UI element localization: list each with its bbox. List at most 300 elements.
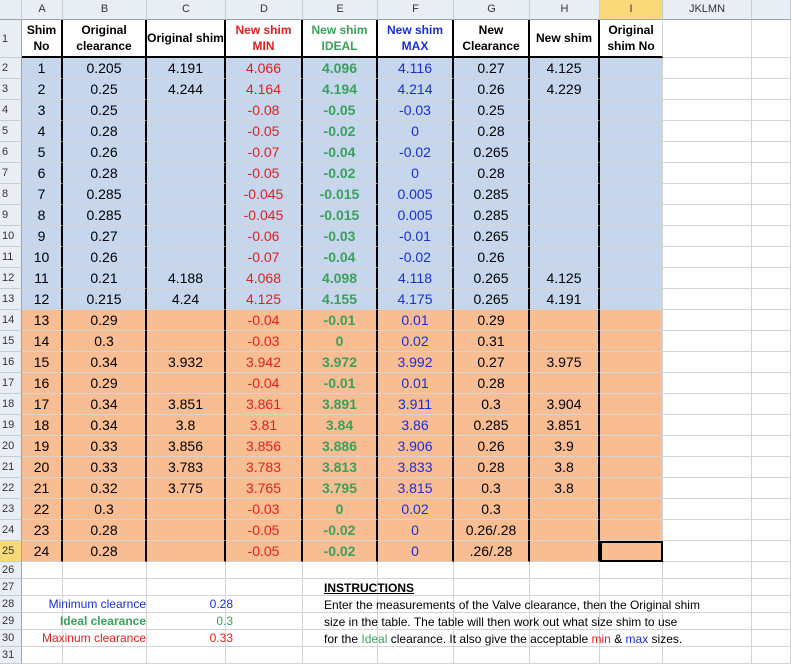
empty-cell[interactable]: [663, 20, 752, 58]
original-clearance-cell[interactable]: 0.205: [63, 58, 147, 79]
new-shim-max-cell[interactable]: 0.005: [378, 205, 454, 226]
shim-no-cell[interactable]: 23: [22, 520, 63, 541]
original-shim-no-cell[interactable]: [600, 163, 663, 184]
empty-cell[interactable]: [663, 415, 752, 436]
empty-cell[interactable]: [663, 205, 752, 226]
empty-cell[interactable]: [663, 226, 752, 247]
row-header-23[interactable]: 23: [0, 499, 22, 520]
new-shim-min-cell[interactable]: 3.942: [226, 352, 303, 373]
empty-cell[interactable]: [147, 562, 226, 579]
new-clearance-cell[interactable]: 0.3: [454, 394, 530, 415]
empty-cell[interactable]: [663, 352, 752, 373]
new-shim-min-cell[interactable]: 4.125: [226, 289, 303, 310]
empty-cell[interactable]: [663, 142, 752, 163]
new-clearance-cell[interactable]: 0.28: [454, 457, 530, 478]
new-shim-cell[interactable]: [530, 541, 600, 562]
new-shim-max-cell[interactable]: 0.01: [378, 310, 454, 331]
new-clearance-cell[interactable]: 0.265: [454, 289, 530, 310]
row-header-30[interactable]: 30: [0, 630, 22, 647]
shim-no-cell[interactable]: 1: [22, 58, 63, 79]
empty-cell[interactable]: [378, 562, 454, 579]
new-shim-max-cell[interactable]: 3.992: [378, 352, 454, 373]
new-shim-min-cell[interactable]: 3.81: [226, 415, 303, 436]
original-shim-no-cell[interactable]: [600, 352, 663, 373]
new-shim-cell[interactable]: 3.851: [530, 415, 600, 436]
row-header-4[interactable]: 4: [0, 100, 22, 121]
empty-cell[interactable]: [530, 647, 600, 664]
original-clearance-cell[interactable]: 0.34: [63, 394, 147, 415]
empty-cell[interactable]: [752, 478, 791, 499]
new-shim-max-cell[interactable]: 0: [378, 163, 454, 184]
new-shim-max-cell[interactable]: 0.02: [378, 331, 454, 352]
new-shim-ideal-cell[interactable]: 4.194: [303, 79, 378, 100]
empty-cell[interactable]: [226, 647, 303, 664]
original-shim-cell[interactable]: [147, 331, 226, 352]
empty-cell[interactable]: [226, 613, 303, 630]
new-shim-min-cell[interactable]: -0.04: [226, 373, 303, 394]
new-shim-max-cell[interactable]: -0.02: [378, 142, 454, 163]
row-header-12[interactable]: 12: [0, 268, 22, 289]
new-shim-min-cell[interactable]: -0.05: [226, 163, 303, 184]
original-shim-cell[interactable]: [147, 121, 226, 142]
shim-no-cell[interactable]: 15: [22, 352, 63, 373]
original-shim-no-cell[interactable]: [600, 268, 663, 289]
new-shim-ideal-cell[interactable]: 4.098: [303, 268, 378, 289]
empty-cell[interactable]: [663, 457, 752, 478]
original-shim-no-cell[interactable]: [600, 478, 663, 499]
new-shim-cell[interactable]: 3.9: [530, 436, 600, 457]
new-clearance-cell[interactable]: 0.26: [454, 247, 530, 268]
new-shim-ideal-cell[interactable]: 3.813: [303, 457, 378, 478]
original-shim-cell[interactable]: 3.8: [147, 415, 226, 436]
row-header-21[interactable]: 21: [0, 457, 22, 478]
row-header-3[interactable]: 3: [0, 79, 22, 100]
original-shim-no-cell[interactable]: [600, 58, 663, 79]
empty-cell[interactable]: [147, 579, 226, 596]
shim-no-cell[interactable]: 8: [22, 205, 63, 226]
clearance-value-3[interactable]: 0.33: [209, 631, 233, 645]
new-shim-ideal-cell[interactable]: -0.015: [303, 205, 378, 226]
original-shim-no-cell[interactable]: [600, 373, 663, 394]
new-clearance-cell[interactable]: 0.26: [454, 436, 530, 457]
new-shim-min-cell[interactable]: -0.07: [226, 142, 303, 163]
new-shim-cell[interactable]: [530, 205, 600, 226]
original-shim-cell[interactable]: 3.851: [147, 394, 226, 415]
new-shim-ideal-cell[interactable]: 4.096: [303, 58, 378, 79]
original-clearance-cell[interactable]: 0.21: [63, 268, 147, 289]
row-header-16[interactable]: 16: [0, 352, 22, 373]
new-shim-min-cell[interactable]: -0.03: [226, 331, 303, 352]
empty-cell[interactable]: [752, 579, 791, 596]
shim-no-cell[interactable]: 16: [22, 373, 63, 394]
empty-cell[interactable]: [752, 457, 791, 478]
original-shim-no-cell[interactable]: [600, 331, 663, 352]
column-header-e[interactable]: E: [303, 0, 378, 20]
original-clearance-cell[interactable]: 0.28: [63, 121, 147, 142]
original-shim-cell[interactable]: [147, 205, 226, 226]
new-shim-ideal-cell[interactable]: -0.01: [303, 310, 378, 331]
original-clearance-cell[interactable]: 0.29: [63, 310, 147, 331]
original-shim-cell[interactable]: 3.932: [147, 352, 226, 373]
original-shim-cell[interactable]: 4.188: [147, 268, 226, 289]
original-shim-no-cell[interactable]: [600, 520, 663, 541]
empty-cell[interactable]: [22, 562, 63, 579]
new-shim-cell[interactable]: 3.8: [530, 457, 600, 478]
empty-cell[interactable]: [663, 268, 752, 289]
new-shim-max-cell[interactable]: 4.118: [378, 268, 454, 289]
new-shim-ideal-cell[interactable]: -0.03: [303, 226, 378, 247]
shim-no-cell[interactable]: 12: [22, 289, 63, 310]
original-shim-cell[interactable]: [147, 184, 226, 205]
empty-cell[interactable]: [663, 184, 752, 205]
empty-cell[interactable]: [752, 352, 791, 373]
new-shim-max-cell[interactable]: 0.02: [378, 499, 454, 520]
new-clearance-cell[interactable]: 0.3: [454, 499, 530, 520]
new-clearance-cell[interactable]: .26/.28: [454, 541, 530, 562]
original-clearance-cell[interactable]: 0.28: [63, 163, 147, 184]
original-clearance-cell[interactable]: 0.25: [63, 100, 147, 121]
new-shim-ideal-cell[interactable]: -0.015: [303, 184, 378, 205]
empty-cell[interactable]: [454, 579, 530, 596]
empty-cell[interactable]: [752, 541, 791, 562]
shim-no-cell[interactable]: 21: [22, 478, 63, 499]
original-shim-cell[interactable]: 3.783: [147, 457, 226, 478]
row-header-18[interactable]: 18: [0, 394, 22, 415]
row-header-20[interactable]: 20: [0, 436, 22, 457]
new-shim-cell[interactable]: [530, 520, 600, 541]
shim-no-cell[interactable]: 10: [22, 247, 63, 268]
empty-cell[interactable]: [752, 247, 791, 268]
new-shim-cell[interactable]: [530, 163, 600, 184]
empty-cell[interactable]: [226, 579, 303, 596]
row-header-15[interactable]: 15: [0, 331, 22, 352]
empty-cell[interactable]: [752, 20, 791, 58]
empty-cell[interactable]: [663, 100, 752, 121]
column-header-f[interactable]: F: [378, 0, 454, 20]
shim-no-cell[interactable]: 18: [22, 415, 63, 436]
original-clearance-cell[interactable]: 0.25: [63, 79, 147, 100]
new-shim-max-cell[interactable]: 3.911: [378, 394, 454, 415]
new-shim-max-cell[interactable]: 0.01: [378, 373, 454, 394]
row-header-27[interactable]: 27: [0, 579, 22, 596]
empty-cell[interactable]: [663, 499, 752, 520]
new-shim-min-cell[interactable]: 3.856: [226, 436, 303, 457]
shim-no-cell[interactable]: 20: [22, 457, 63, 478]
new-shim-min-cell[interactable]: 4.068: [226, 268, 303, 289]
new-shim-cell[interactable]: [530, 100, 600, 121]
original-clearance-cell[interactable]: 0.28: [63, 541, 147, 562]
empty-cell[interactable]: [752, 100, 791, 121]
column-header-g[interactable]: G: [454, 0, 530, 20]
new-clearance-cell[interactable]: 0.29: [454, 310, 530, 331]
empty-cell[interactable]: [663, 58, 752, 79]
original-clearance-cell[interactable]: 0.26: [63, 247, 147, 268]
empty-cell[interactable]: [663, 121, 752, 142]
new-shim-max-cell[interactable]: 3.833: [378, 457, 454, 478]
original-shim-no-cell[interactable]: [600, 310, 663, 331]
original-shim-no-cell[interactable]: [600, 541, 663, 562]
new-shim-min-cell[interactable]: 4.066: [226, 58, 303, 79]
empty-cell[interactable]: [752, 520, 791, 541]
row-header-1[interactable]: 1: [0, 20, 22, 58]
row-header-5[interactable]: 5: [0, 121, 22, 142]
original-clearance-cell[interactable]: 0.28: [63, 520, 147, 541]
new-shim-max-cell[interactable]: 0: [378, 121, 454, 142]
row-header-9[interactable]: 9: [0, 205, 22, 226]
new-shim-cell[interactable]: 3.904: [530, 394, 600, 415]
new-shim-ideal-cell[interactable]: 3.891: [303, 394, 378, 415]
row-header-2[interactable]: 2: [0, 58, 22, 79]
new-shim-ideal-cell[interactable]: 0: [303, 499, 378, 520]
original-clearance-cell[interactable]: 0.285: [63, 205, 147, 226]
original-shim-no-cell[interactable]: [600, 499, 663, 520]
new-clearance-cell[interactable]: 0.265: [454, 268, 530, 289]
original-clearance-cell[interactable]: 0.33: [63, 436, 147, 457]
new-shim-min-cell[interactable]: -0.045: [226, 184, 303, 205]
row-header-25[interactable]: 25: [0, 541, 22, 562]
row-header-10[interactable]: 10: [0, 226, 22, 247]
new-shim-min-cell[interactable]: -0.03: [226, 499, 303, 520]
empty-cell[interactable]: [600, 579, 663, 596]
new-shim-cell[interactable]: 3.8: [530, 478, 600, 499]
row-header-7[interactable]: 7: [0, 163, 22, 184]
original-clearance-cell[interactable]: 0.34: [63, 352, 147, 373]
empty-cell[interactable]: [663, 394, 752, 415]
empty-cell[interactable]: [600, 562, 663, 579]
empty-cell[interactable]: [752, 163, 791, 184]
empty-cell[interactable]: [663, 579, 752, 596]
shim-no-cell[interactable]: 24: [22, 541, 63, 562]
empty-cell[interactable]: [530, 579, 600, 596]
empty-cell[interactable]: [226, 630, 303, 647]
empty-cell[interactable]: [147, 647, 226, 664]
new-shim-min-cell[interactable]: 3.765: [226, 478, 303, 499]
empty-cell[interactable]: [752, 205, 791, 226]
original-clearance-cell[interactable]: 0.3: [63, 331, 147, 352]
new-shim-max-cell[interactable]: -0.03: [378, 100, 454, 121]
new-shim-max-cell[interactable]: 4.175: [378, 289, 454, 310]
column-header-a[interactable]: A: [22, 0, 63, 20]
original-shim-no-cell[interactable]: [600, 100, 663, 121]
empty-cell[interactable]: [752, 289, 791, 310]
column-header-c[interactable]: C: [147, 0, 226, 20]
original-shim-no-cell[interactable]: [600, 436, 663, 457]
original-shim-cell[interactable]: [147, 163, 226, 184]
new-shim-max-cell[interactable]: 3.86: [378, 415, 454, 436]
empty-cell[interactable]: [663, 373, 752, 394]
shim-no-cell[interactable]: 5: [22, 142, 63, 163]
original-shim-no-cell[interactable]: [600, 226, 663, 247]
empty-cell[interactable]: [752, 415, 791, 436]
empty-cell[interactable]: [663, 289, 752, 310]
new-shim-cell[interactable]: [530, 226, 600, 247]
column-header-d[interactable]: D: [226, 0, 303, 20]
column-header-jklmn[interactable]: JKLMN: [663, 0, 752, 20]
new-shim-ideal-cell[interactable]: 4.155: [303, 289, 378, 310]
column-header-filler[interactable]: [752, 0, 791, 20]
new-clearance-cell[interactable]: 0.265: [454, 226, 530, 247]
new-shim-ideal-cell[interactable]: 0: [303, 331, 378, 352]
new-shim-min-cell[interactable]: -0.08: [226, 100, 303, 121]
new-shim-cell[interactable]: 4.125: [530, 268, 600, 289]
new-shim-max-cell[interactable]: 0: [378, 520, 454, 541]
empty-cell[interactable]: [752, 58, 791, 79]
row-header-6[interactable]: 6: [0, 142, 22, 163]
new-shim-min-cell[interactable]: -0.05: [226, 520, 303, 541]
original-shim-cell[interactable]: [147, 541, 226, 562]
row-header-24[interactable]: 24: [0, 520, 22, 541]
row-header-13[interactable]: 13: [0, 289, 22, 310]
original-clearance-cell[interactable]: 0.215: [63, 289, 147, 310]
empty-cell[interactable]: [63, 579, 147, 596]
empty-cell[interactable]: [63, 562, 147, 579]
new-clearance-cell[interactable]: 0.28: [454, 373, 530, 394]
original-shim-no-cell[interactable]: [600, 142, 663, 163]
empty-cell[interactable]: [752, 121, 791, 142]
new-shim-cell[interactable]: [530, 331, 600, 352]
original-shim-cell[interactable]: [147, 373, 226, 394]
new-shim-cell[interactable]: [530, 184, 600, 205]
original-clearance-cell[interactable]: 0.26: [63, 142, 147, 163]
shim-no-cell[interactable]: 4: [22, 121, 63, 142]
new-shim-max-cell[interactable]: -0.01: [378, 226, 454, 247]
new-shim-cell[interactable]: 4.191: [530, 289, 600, 310]
new-shim-ideal-cell[interactable]: 3.84: [303, 415, 378, 436]
new-shim-ideal-cell[interactable]: -0.04: [303, 247, 378, 268]
new-clearance-cell[interactable]: 0.285: [454, 184, 530, 205]
new-shim-max-cell[interactable]: 0: [378, 541, 454, 562]
empty-cell[interactable]: [663, 331, 752, 352]
empty-cell[interactable]: [454, 647, 530, 664]
original-shim-cell[interactable]: [147, 247, 226, 268]
new-shim-cell[interactable]: 4.125: [530, 58, 600, 79]
new-clearance-cell[interactable]: 0.28: [454, 121, 530, 142]
new-clearance-cell[interactable]: 0.26: [454, 79, 530, 100]
empty-cell[interactable]: [663, 541, 752, 562]
empty-cell[interactable]: [752, 310, 791, 331]
new-shim-max-cell[interactable]: -0.02: [378, 247, 454, 268]
empty-cell[interactable]: [663, 647, 752, 664]
row-header-17[interactable]: 17: [0, 373, 22, 394]
new-shim-cell[interactable]: [530, 121, 600, 142]
row-header-31[interactable]: 31: [0, 647, 22, 664]
empty-cell[interactable]: [63, 647, 147, 664]
original-shim-cell[interactable]: 4.244: [147, 79, 226, 100]
empty-cell[interactable]: [663, 478, 752, 499]
empty-cell[interactable]: [752, 436, 791, 457]
column-header-i[interactable]: I: [600, 0, 663, 20]
empty-cell[interactable]: [530, 562, 600, 579]
new-shim-cell[interactable]: [530, 310, 600, 331]
original-clearance-cell[interactable]: 0.3: [63, 499, 147, 520]
new-clearance-cell[interactable]: 0.28: [454, 163, 530, 184]
original-clearance-cell[interactable]: 0.27: [63, 226, 147, 247]
empty-cell[interactable]: [663, 436, 752, 457]
new-shim-max-cell[interactable]: 4.214: [378, 79, 454, 100]
new-clearance-cell[interactable]: 0.285: [454, 205, 530, 226]
new-clearance-cell[interactable]: 0.27: [454, 58, 530, 79]
new-shim-cell[interactable]: [530, 499, 600, 520]
new-clearance-cell[interactable]: 0.27: [454, 352, 530, 373]
new-clearance-cell[interactable]: 0.31: [454, 331, 530, 352]
original-shim-no-cell[interactable]: [600, 184, 663, 205]
shim-no-cell[interactable]: 2: [22, 79, 63, 100]
empty-cell[interactable]: [752, 331, 791, 352]
empty-cell[interactable]: [303, 562, 378, 579]
empty-cell[interactable]: [663, 163, 752, 184]
empty-cell[interactable]: [663, 562, 752, 579]
empty-cell[interactable]: [600, 647, 663, 664]
empty-cell[interactable]: [752, 142, 791, 163]
new-shim-max-cell[interactable]: 0.005: [378, 184, 454, 205]
row-header-28[interactable]: 28: [0, 596, 22, 613]
new-clearance-cell[interactable]: 0.25: [454, 100, 530, 121]
original-clearance-cell[interactable]: 0.34: [63, 415, 147, 436]
empty-cell[interactable]: [752, 373, 791, 394]
new-shim-max-cell[interactable]: 3.906: [378, 436, 454, 457]
new-shim-ideal-cell[interactable]: -0.02: [303, 121, 378, 142]
empty-cell[interactable]: [752, 630, 791, 647]
select-all-corner[interactable]: [0, 0, 22, 20]
shim-no-cell[interactable]: 7: [22, 184, 63, 205]
new-shim-ideal-cell[interactable]: 3.795: [303, 478, 378, 499]
empty-cell[interactable]: [22, 579, 63, 596]
new-shim-cell[interactable]: [530, 247, 600, 268]
new-shim-cell[interactable]: [530, 373, 600, 394]
new-shim-max-cell[interactable]: 3.815: [378, 478, 454, 499]
new-shim-ideal-cell[interactable]: 3.972: [303, 352, 378, 373]
original-clearance-cell[interactable]: 0.285: [63, 184, 147, 205]
empty-cell[interactable]: [454, 562, 530, 579]
empty-cell[interactable]: [226, 596, 303, 613]
empty-cell[interactable]: [752, 499, 791, 520]
original-shim-cell[interactable]: [147, 499, 226, 520]
clearance-value-1[interactable]: 0.28: [209, 597, 233, 611]
new-shim-min-cell[interactable]: 3.861: [226, 394, 303, 415]
original-shim-no-cell[interactable]: [600, 394, 663, 415]
new-shim-min-cell[interactable]: 3.783: [226, 457, 303, 478]
original-shim-cell[interactable]: [147, 226, 226, 247]
original-shim-cell[interactable]: [147, 520, 226, 541]
shim-no-cell[interactable]: 6: [22, 163, 63, 184]
new-shim-ideal-cell[interactable]: 3.886: [303, 436, 378, 457]
new-clearance-cell[interactable]: 0.3: [454, 478, 530, 499]
original-clearance-cell[interactable]: 0.33: [63, 457, 147, 478]
empty-cell[interactable]: [663, 520, 752, 541]
row-header-14[interactable]: 14: [0, 310, 22, 331]
original-shim-no-cell[interactable]: [600, 121, 663, 142]
empty-cell[interactable]: [752, 394, 791, 415]
shim-no-cell[interactable]: 13: [22, 310, 63, 331]
empty-cell[interactable]: [378, 647, 454, 664]
new-shim-ideal-cell[interactable]: -0.04: [303, 142, 378, 163]
row-header-26[interactable]: 26: [0, 562, 22, 579]
shim-no-cell[interactable]: 22: [22, 499, 63, 520]
shim-no-cell[interactable]: 9: [22, 226, 63, 247]
original-shim-no-cell[interactable]: [600, 415, 663, 436]
new-shim-min-cell[interactable]: -0.06: [226, 226, 303, 247]
empty-cell[interactable]: [752, 596, 791, 613]
original-shim-cell[interactable]: 3.856: [147, 436, 226, 457]
new-shim-ideal-cell[interactable]: -0.01: [303, 373, 378, 394]
new-shim-min-cell[interactable]: -0.045: [226, 205, 303, 226]
new-shim-cell[interactable]: 3.975: [530, 352, 600, 373]
new-shim-min-cell[interactable]: -0.04: [226, 310, 303, 331]
empty-cell[interactable]: [752, 613, 791, 630]
new-shim-min-cell[interactable]: -0.05: [226, 121, 303, 142]
row-header-22[interactable]: 22: [0, 478, 22, 499]
row-header-29[interactable]: 29: [0, 613, 22, 630]
